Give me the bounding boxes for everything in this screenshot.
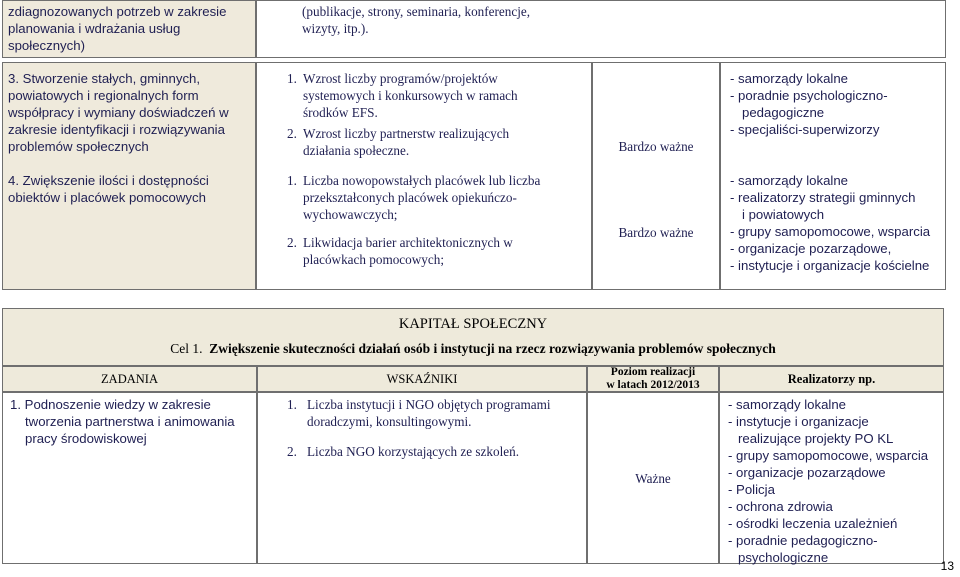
t1-task-4: 4. Zwiększenie ilości i dostępności obiektów i placówek pomocowych (8, 173, 209, 205)
t1-realizers-row3: - samorządy lokalne - realizatorzy strategii gminnych i powiatowych - grupy samopomocowe, wsparcia - organizacje pozarządowe, - instytucje i organizacje kościelne (730, 173, 931, 273)
t1-indicator-b2: 2. Likwidacja barier architektonicznych w placówkach pomocowych; (287, 235, 513, 267)
t1-row1-col2-text: (publikacje, strony, seminaria, konferencje, wizyty, itp.). (302, 4, 531, 36)
page-number: 13 (940, 559, 954, 573)
t2-indicator-2: 2. Liczba NGO korzystających ze szkoleń. (287, 444, 520, 459)
t2-header-realizatorzy-text: Realizatorzy np. (787, 372, 876, 386)
t1-indicator-a1: 1. Wzrost liczby programów/projektów systemowych i konkursowych w ramach środków EFS. (287, 71, 518, 120)
t2-indicator-1: 1. Liczba instytucji i NGO objętych programami doradczymi, konsultingowymi. (287, 397, 551, 429)
t2-task-1: 1. Podnoszenie wiedzy w zakresie tworzenia partnerstwa i animowania pracy środowiskowej (10, 397, 235, 446)
t1-task-3: 3. Stworzenie stałych, gminnych, powiatowych i regionalnych form współpracy i wymiany doświadczeń w zakresie identyfikacji i rozwiązywania problemów społecznych (8, 71, 229, 154)
t1-rows23-col3 (592, 62, 720, 290)
t1-priority-row2: Bardzo ważne (618, 139, 694, 154)
t2-poziom-value: Ważne (635, 471, 671, 486)
t1-row1-col1-text: zdiagnozowanych potrzeb w zakresie planowania i wdrażania usług społecznych) (8, 4, 227, 53)
t2-title: KAPITAŁ SPOŁECZNY (398, 316, 548, 332)
t2-indicator-list (287, 396, 587, 460)
t1-indicator-list-b (287, 172, 587, 268)
t2-goal (2, 341, 944, 357)
t2-header-poziom-text: Poziom realizacji w latach 2012/2013 (606, 366, 700, 391)
t2-realizers: - samorządy lokalne - instytucje i organizacje realizujące projekty PO KL - grupy samopomocowe, wsparcia - organizacje pozarządowe - Policja - ochrona zdrowia - ośrodki leczenia uzależnień - poradnie pedagogiczno- psychologiczne (728, 397, 929, 565)
t1-indicator-a2: 2. Wzrost liczby partnerstw realizujących działania społeczne. (287, 126, 510, 158)
t2-header-wskazniki-text: WSKAŹNIKI (386, 372, 458, 386)
t2-header-zadania-text: ZADANIA (101, 372, 158, 386)
t2-goal-text: Zwiększenie skuteczności działań osób i instytucji na rzecz rozwiązywania problemów społecznych (209, 341, 776, 356)
t1-indicator-list-a (287, 70, 587, 159)
t1-priority-row3: Bardzo ważne (618, 225, 694, 240)
t1-indicator-b1: 1. Liczba nowopowstałych placówek lub liczba przekształconych placówek opiekuńczo- wychowawczych; (287, 173, 541, 222)
t2-goal-label: Cel 1. (170, 341, 203, 356)
t1-realizers-row2: - samorządy lokalne - poradnie psychologiczno- pedagogiczne - specjaliści-superwizorzy (730, 71, 888, 137)
